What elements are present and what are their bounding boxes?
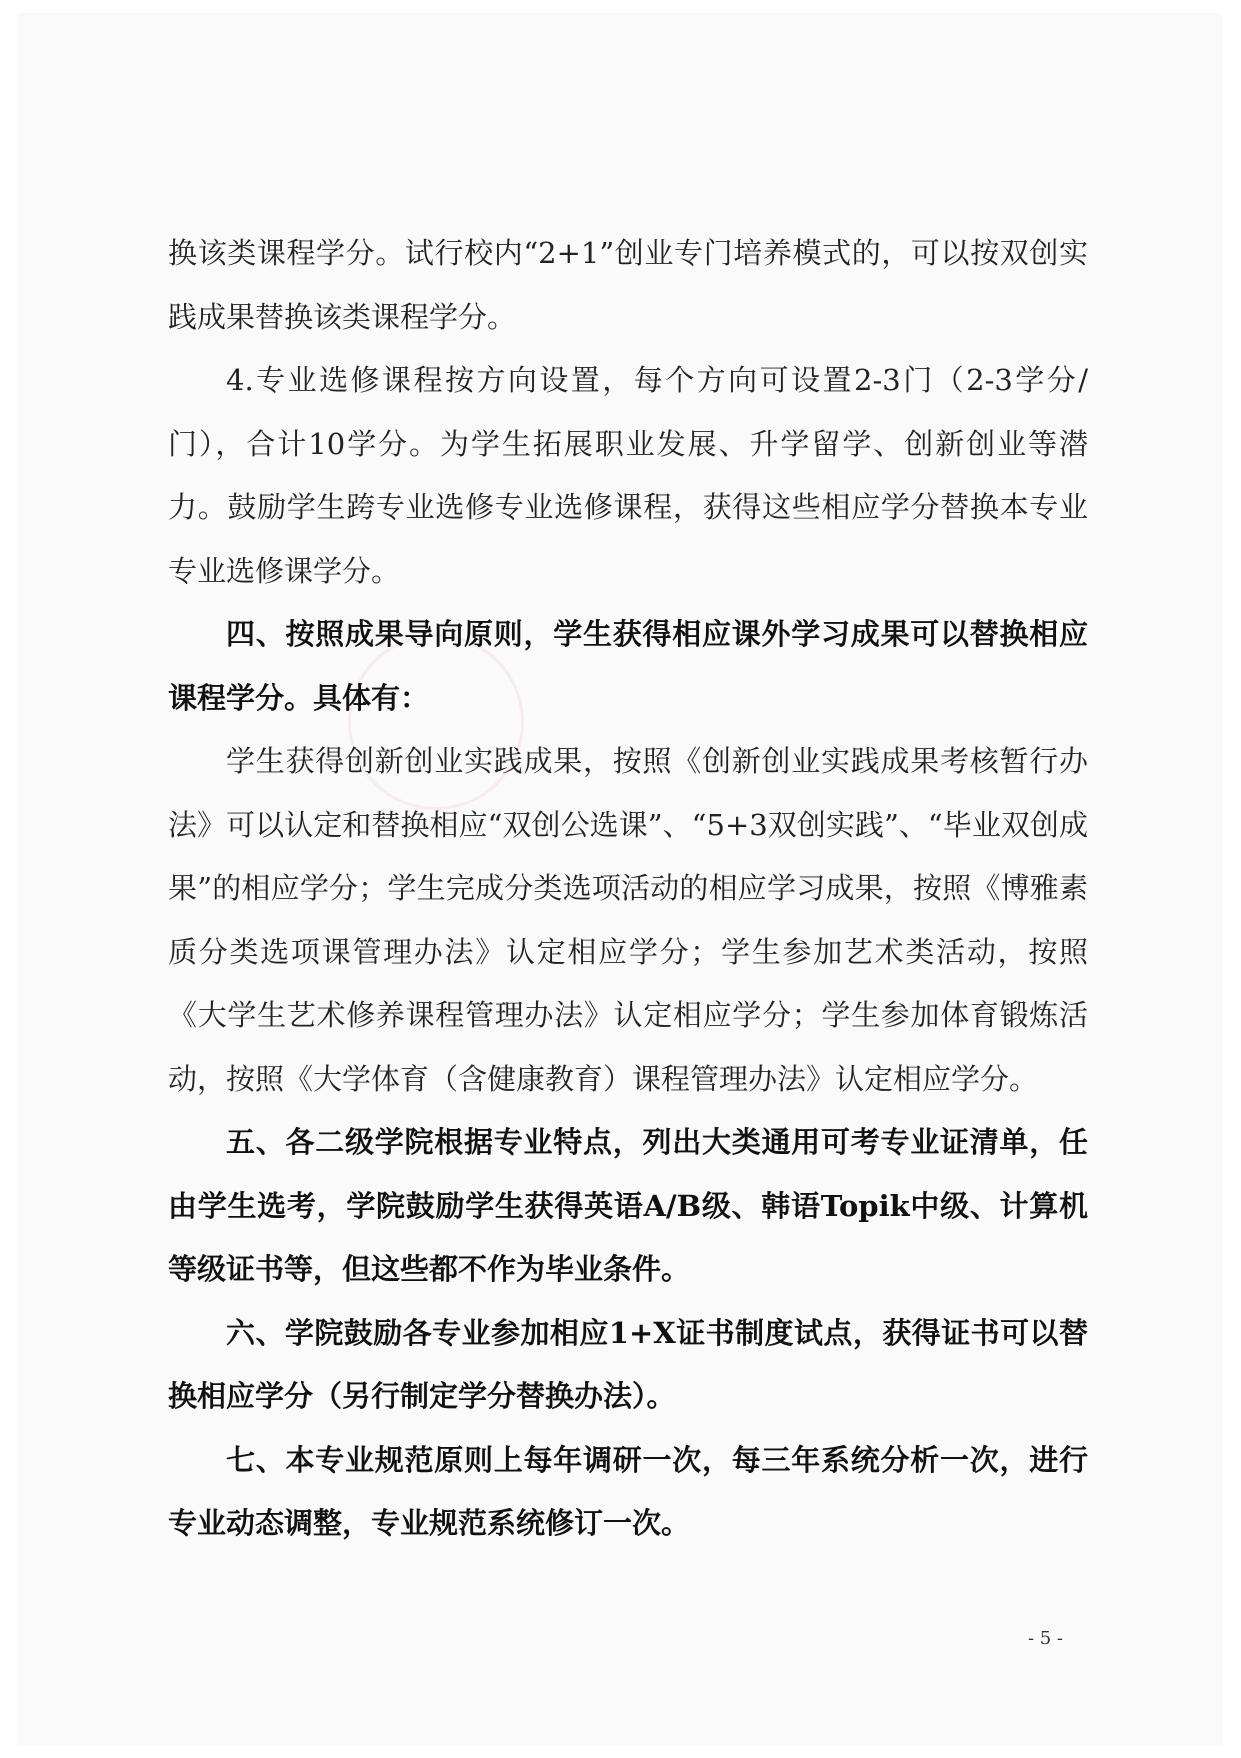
document-body	[168, 222, 1088, 1556]
paragraph-elective-courses: 4.专业选修课程按方向设置，每个方向可设置2-3门（2-3学分/门），合计10学分。为学生拓展职业发展、升学留学、创新创业等潜力。鼓励学生跨专业选修专业选修课程，获得这些相应学分替换本专业专业选修课学分。	[168, 363, 1088, 588]
paragraph-credit-replacement: 学生获得创新创业实践成果，按照《创新创业实践成果考核暂行办法》可以认定和替换相应“双创公选课”、“5+3双创实践”、“毕业双创成果”的相应学分；学生完成分类选项活动的相应学习成果，按照《博雅素质分类选项课管理办法》认定相应学分；学生参加艺术类活动，按照《大学生艺术修养课程管理办法》认定相应学分；学生参加体育锻炼活动，按照《大学体育（含健康教育）课程管理办法》认定相应学分。	[168, 744, 1088, 1096]
heading-section-4: 四、按照成果导向原则，学生获得相应课外学习成果可以替换相应课程学分。具体有：	[168, 617, 1088, 715]
heading-section-5: 五、各二级学院根据专业特点，列出大类通用可考专业证清单，任由学生选考，学院鼓励学生获得英语A/B级、韩语Topik中级、计算机等级证书等，但这些都不作为毕业条件。	[168, 1125, 1088, 1286]
heading-section-6: 六、学院鼓励各专业参加相应1+X证书制度试点，获得证书可以替换相应学分（另行制定学分替换办法）。	[168, 1315, 1088, 1413]
heading-section-7: 七、本专业规范原则上每年调研一次，每三年系统分析一次，进行专业动态调整，专业规范系统修订一次。	[168, 1442, 1088, 1540]
page-number: - 5 -	[1027, 1628, 1063, 1649]
paragraph-continuation: 换该类课程学分。试行校内“2+1”创业专门培养模式的，可以按双创实践成果替换该类课程学分。	[168, 236, 1088, 334]
